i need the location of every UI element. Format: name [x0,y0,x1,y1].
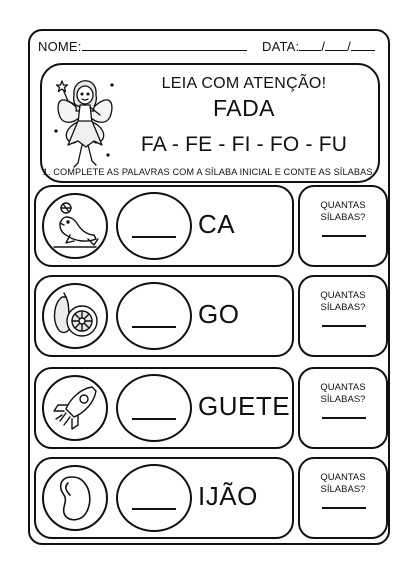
syllable-family: FA - FE - FI - FO - FU [140,133,348,156]
syllable-blank[interactable] [132,418,176,420]
exercise-row [34,275,294,357]
exercise-instruction: 1. COMPLETE AS PALAVRAS COM A SÍLABA INICIAL E CONTE AS SÍLABAS. [42,167,376,177]
count-question: QUANTAS SÍLABAS? [320,472,366,495]
count-blank[interactable] [322,325,366,327]
name-label: NOME: [38,39,82,54]
syllable-count-box[interactable] [298,275,388,357]
date-field[interactable] [262,39,375,54]
count-blank[interactable] [322,417,366,419]
syllable-count-box[interactable] [298,457,388,539]
word-ending: GO [198,299,240,329]
seal-icon [44,195,106,257]
picture-circle [42,375,108,441]
worksheet [28,29,390,545]
rocket-icon [44,377,106,439]
syllable-answer-circle[interactable] [116,282,192,350]
word-ending: CA [198,209,236,239]
title-box [40,63,380,183]
exercise-row [34,367,294,449]
exercise-row [34,457,294,539]
picture-circle [42,283,108,349]
fig-icon [44,285,106,347]
date-year-blank[interactable] [351,39,375,51]
syllable-count-box[interactable] [298,185,388,267]
name-blank[interactable] [82,39,247,51]
date-label: DATA: [262,39,300,54]
word-ending: IJÃO [198,481,258,511]
syllable-answer-circle[interactable] [116,464,192,532]
syllable-blank[interactable] [132,508,176,510]
syllable-answer-circle[interactable] [116,374,192,442]
syllable-count-box[interactable] [298,367,388,449]
syllable-answer-circle[interactable] [116,192,192,260]
picture-circle [42,193,108,259]
name-field[interactable] [38,39,247,54]
word-ending: GUETE [198,391,291,421]
exercise-row [34,185,294,267]
date-month-blank[interactable] [325,39,347,51]
title-word: FADA [212,95,276,121]
date-separator: / [321,39,326,54]
date-separator: / [347,39,351,54]
count-question: QUANTAS SÍLABAS? [320,200,366,223]
fairy-icon [50,71,118,175]
count-question: QUANTAS SÍLABAS? [320,290,366,313]
bean-icon [44,467,106,529]
syllable-blank[interactable] [132,236,176,238]
date-day-blank[interactable] [299,39,321,51]
syllable-blank[interactable] [132,326,176,328]
count-question: QUANTAS SÍLABAS? [320,382,366,405]
count-blank[interactable] [322,507,366,509]
count-blank[interactable] [322,235,366,237]
picture-circle [42,465,108,531]
title-instruction: LEIA COM ATENÇÃO! [161,75,327,92]
